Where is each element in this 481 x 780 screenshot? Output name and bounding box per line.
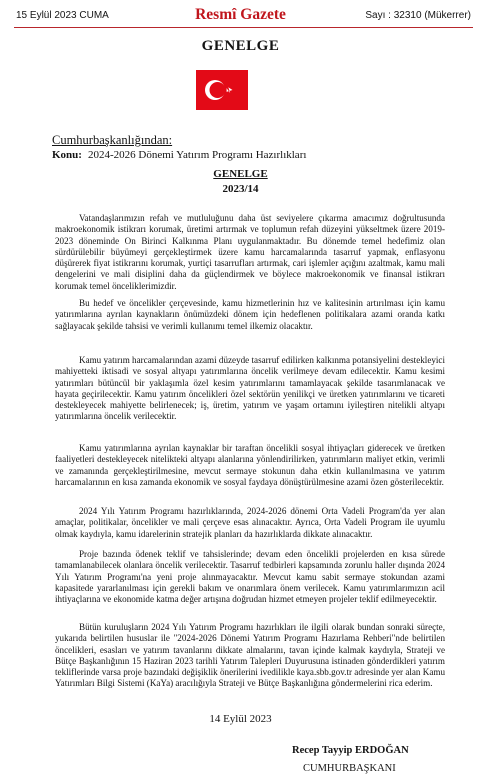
gazette-name: Resmî Gazete — [195, 6, 286, 23]
header-date: 15 Eylül 2023 CUMA — [16, 10, 109, 21]
turkish-flag-icon — [196, 70, 248, 110]
document-date: 14 Eylül 2023 — [209, 713, 272, 725]
circular-number: 2023/14 — [222, 183, 259, 195]
issue-number: Sayı : 32310 (Mükerrer) — [365, 10, 471, 21]
subject-text: 2024-2026 Dönemi Yatırım Programı Hazırlıkları — [87, 149, 307, 161]
header-divider — [14, 27, 473, 28]
paragraph-2: Bu hedef ve öncelikler çerçevesinde, kamu hizmetlerinin hız ve kalitesinin artırılması için kamu yatırımlarına ayrılan kaynakların önümüzdeki dönem için hedeflenen politikalara azami oranda katkı sağlayacak şekilde tahsisi ve verimli kullanımı temel ilkemiz olacaktır. — [55, 298, 445, 331]
issuer-line: Cumhurbaşkanlığından: — [52, 133, 173, 147]
paragraph-7: Bütün kuruluşların 2024 Yılı Yatırım Programı hazırlıkları ile ilgili olarak bundan sonraki süreçte, yukarıda belirtilen hususlar ile "2024-2026 Dönemi Yatırım Programı Hazırlama Rehberi"nde belirtilen öncelikleri, esasları ve yatırım tavanlarını dikkate almalarını, tavan içinde kalmak kaydıyla, Strateji ve Bütçe Başkanlığının 15 Haziran 2023 tarihli Yatırım Talepleri Duyurusuna istinaden gönderdikleri yatırım tekliflerinde varsa proje bazındaki değişiklik önerilerini ivedilikle kaya.sbb.gov.tr adresinde yer alan Kamu Yatırımları Bilgi Sistemi (KaYa) aracılığıyla Strateji ve Bütçe Başkanlığına göndermelerini rica ederim. — [55, 622, 445, 689]
subject-line — [52, 149, 306, 161]
document-title: GENELGE — [201, 38, 280, 54]
gazette-header — [0, 0, 481, 26]
paragraph-5: 2024 Yılı Yatırım Programı hazırlıklarında, 2024-2026 dönemi Orta Vadeli Program'da yer alan amaçlar, politikalar, öncelikler ve mali çerçeve esas alınacaktır. Ayrıca, Orta Vadeli Program ile uyumlu olmak kaydıyla, kamu idarelerinin stratejik planları da hazırlıklarda dikkate alınacaktır. — [55, 506, 445, 539]
circular-title: GENELGE — [213, 168, 268, 180]
subject-label: Konu: — [52, 149, 82, 161]
signatory-name: Recep Tayyip ERDOĞAN — [292, 745, 409, 756]
paragraph-1: Vatandaşlarımızın refah ve mutluluğunu daha üst seviyelere çıkarma amacımız doğrultusunda makroekonomik istikrarı korumak, üretimi artırmak ve toplumun refah düzeyini yükseltmek üzere 2019-2023 döneminde On Birinci Kalkınma Planı uygulanmaktadır. Bu dönemde temel hedefimiz olan sürdürülebilir büyümeyi gerçekleştirmek üzere kamu harcamalarında tasarruf yapmak, enflasyonu düşürerek fiyat istikrarını korumak, yurtiçi tasarrufları artırmak, cari işlemler açığını azaltmak, kamu mali dengelerini ve mali disiplini daha da güçlendirmek ve böylece makroekonomik ve finansal istikrarı korumak temel önceliklerimizdir. — [55, 213, 445, 291]
signatory-title: CUMHURBAŞKANI — [303, 763, 396, 774]
paragraph-4: Kamu yatırımlarına ayrılan kaynaklar bir taraftan öncelikli sosyal ihtiyaçları giderecek ve üretken faaliyetleri destekleyecek nitelikteki altyapı alanlarına yönlendirilirken, yatırımların maliyet etkin, verimli ve zamanında gerçekleştirilmesine, mevcut sermaye stokunun daha etkin kullanılmasına ve yatırım harcamalarının en kısa zamanda ekonomik ve sosyal faydaya dönüştürülmesine azami özen gösterilecektir. — [55, 443, 445, 487]
paragraph-3: Kamu yatırım harcamalarından azami düzeyde tasarruf edilirken kalkınma potansiyelini destekleyici mahiyetteki iktisadi ve sosyal altyapı yatırımlarına öncelik verilmeye devam edilecektir. Kamu kesimi yatırımları bütüncül bir yaklaşımla özel kesim yatırımlarını tamamlayacak şekilde tasarımlanacak ve hayata geçirilecektir. Kamu yatırım öncelikleri özel sektörün yenilikçi ve üretken yatırımlarını ve ticareti destekleyecek mahiyette belirlenecek; iş, üretim, yatırım ve yaşam ortamını iyileştiren nitelikli altyapı yatırımlarına öncelik verilecektir. — [55, 355, 445, 422]
paragraph-6: Proje bazında ödenek teklif ve tahsislerinde; devam eden öncelikli projelerden en kısa sürede tamamlanabilecek olanlara öncelik verilecektir. Tasarruf tedbirleri kapsamında zorunlu haller dışında 2024 Yılı Yatırım Programı'na yeni proje alınmayacaktır. Mevcut kamu sabit sermaye stokundan azami kapasitede yararlanılması için gerekli bakım ve onarımlara önem verilecek. Kamu yatırımlarımızın acil ihtiyaçlarına ve ekonomide katma değer artışına doğrudan hizmet etmeyen projeler teklif edilmeyecektir. — [55, 549, 445, 605]
